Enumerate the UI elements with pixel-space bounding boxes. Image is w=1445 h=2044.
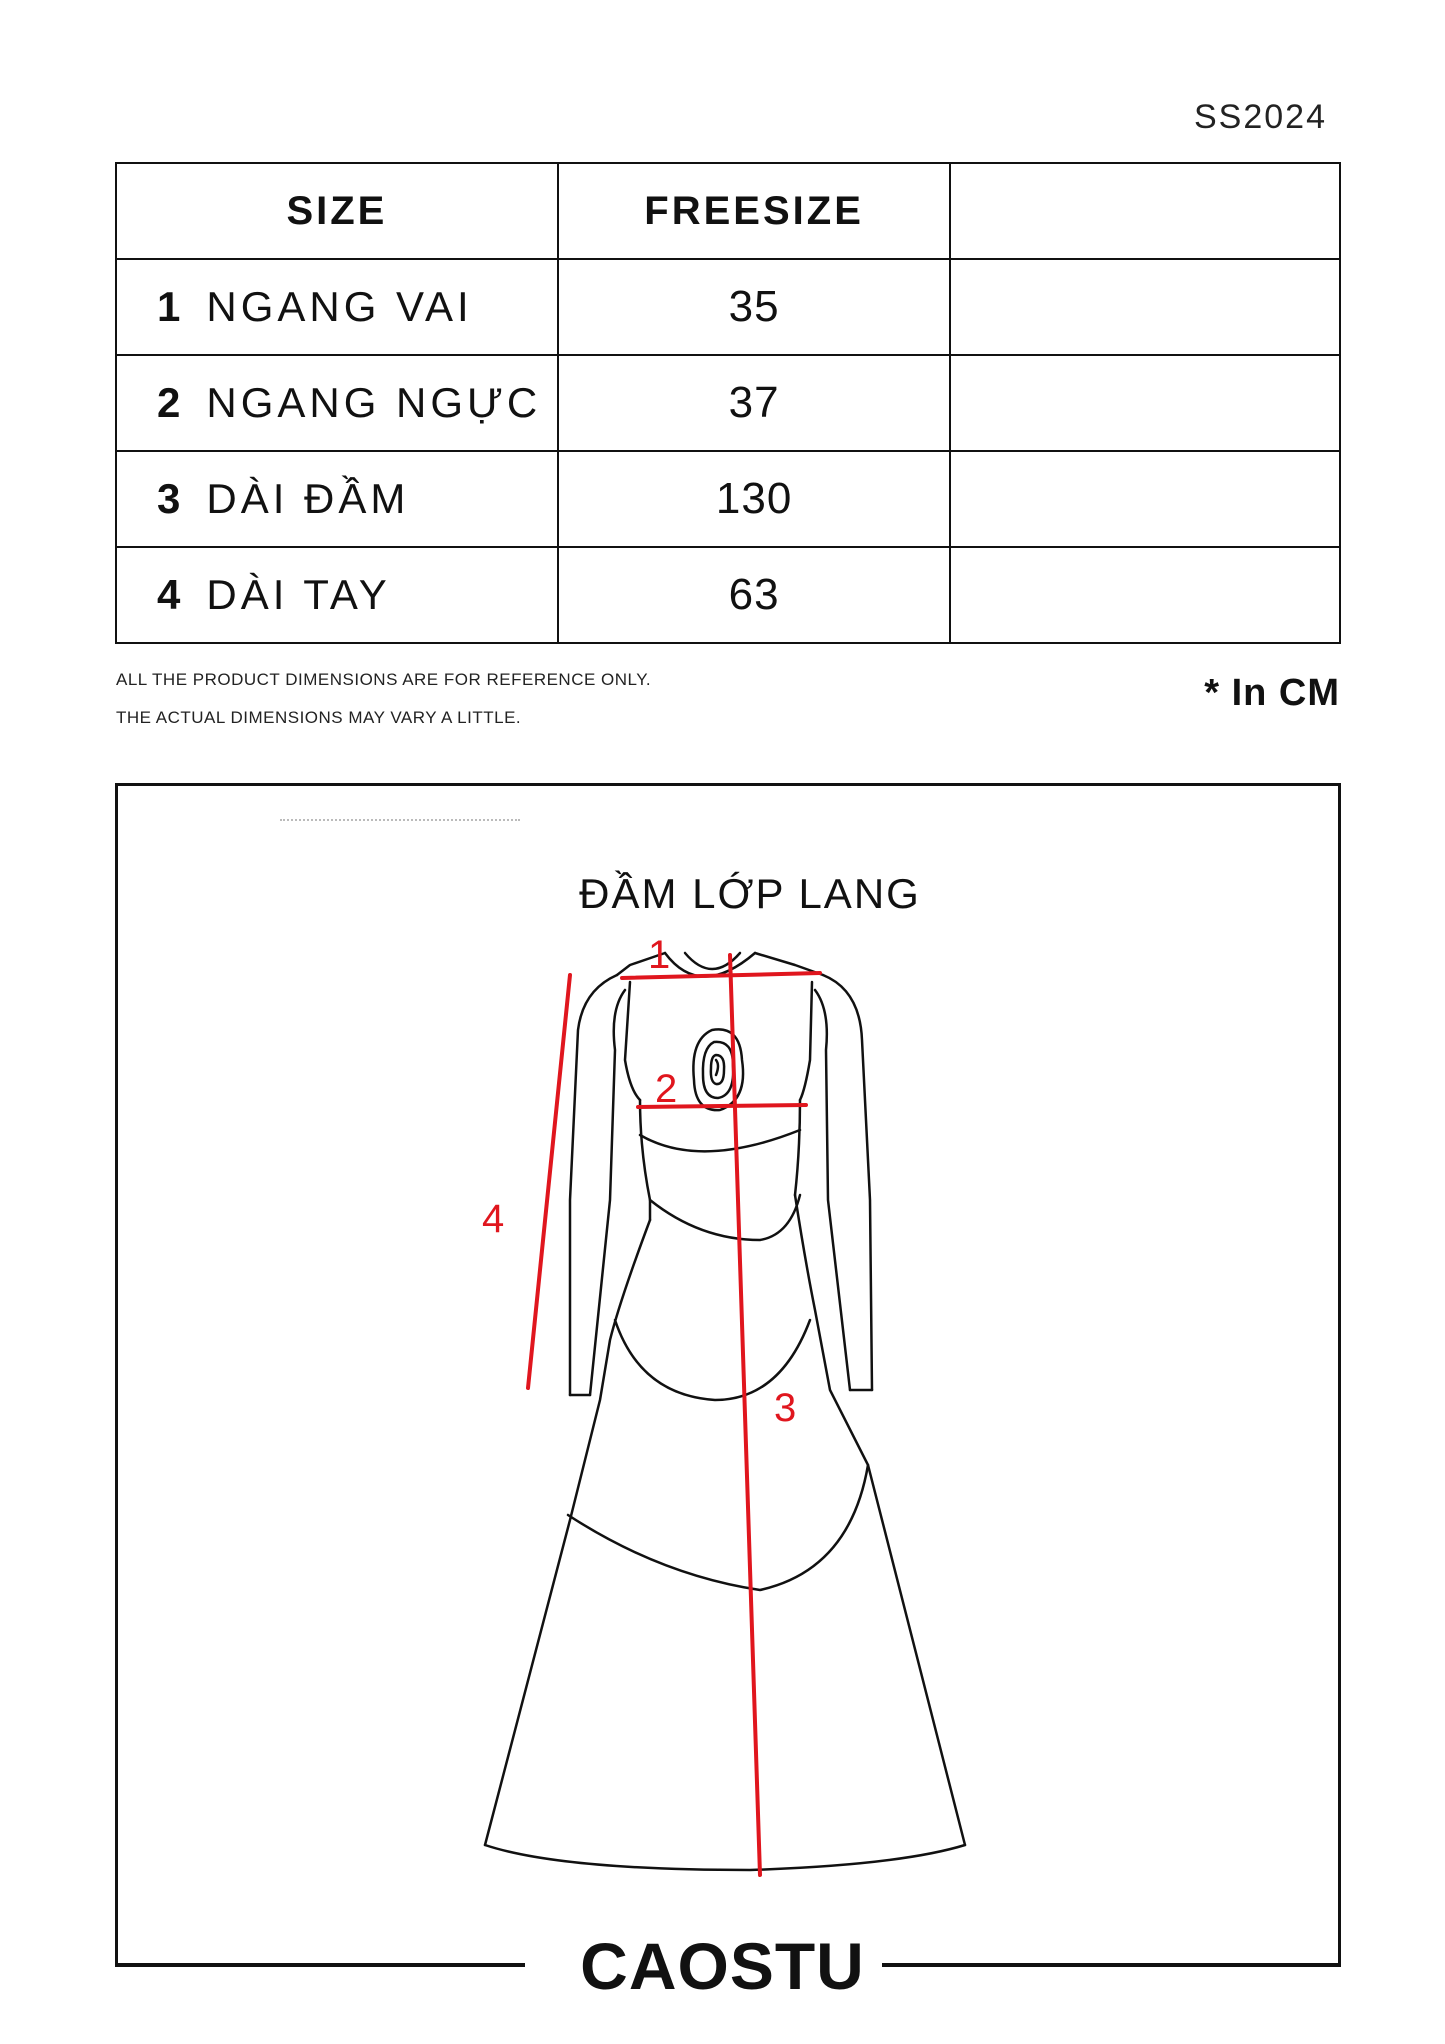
left-bodice-side xyxy=(640,1100,650,1220)
marker-1: 1 xyxy=(648,933,671,977)
row-label-text: DÀI ĐẦM xyxy=(206,475,410,522)
skirt-left-edge xyxy=(485,1220,650,1845)
brand-logo: CAOSTU xyxy=(580,1929,865,2003)
header-freesize: FREESIZE xyxy=(558,163,951,259)
right-sleeve-outer xyxy=(823,975,872,1390)
disclaimer-line-2: THE ACTUAL DIMENSIONS MAY VARY A LITTLE. xyxy=(116,708,522,727)
skirt-hem xyxy=(485,1845,965,1870)
left-armhole xyxy=(625,982,640,1100)
row-value: 130 xyxy=(558,451,951,547)
row-number: 2 xyxy=(157,379,185,426)
row-label-text: NGANG NGỰC xyxy=(206,379,542,426)
tier-seam-4 xyxy=(568,1465,868,1590)
row-label-text: DÀI TAY xyxy=(206,571,391,618)
right-bodice-side xyxy=(795,1100,800,1195)
unit-note: * In CM xyxy=(1204,672,1340,714)
row-label-text: NGANG VAI xyxy=(206,283,473,330)
marker-3: 3 xyxy=(774,1386,797,1430)
marker-2: 2 xyxy=(655,1067,678,1111)
row-value: 37 xyxy=(558,355,951,451)
measure-line-3 xyxy=(730,955,760,1875)
right-sleeve-inner xyxy=(815,990,850,1390)
row-number: 3 xyxy=(157,475,185,522)
neckline xyxy=(665,953,755,977)
right-armhole xyxy=(800,982,812,1100)
tier-seam-2 xyxy=(650,1195,800,1240)
measurement-labels xyxy=(482,933,796,1430)
disclaimer-line-1: ALL THE PRODUCT DIMENSIONS ARE FOR REFERENCE ONLY. xyxy=(116,670,652,689)
row-value: 35 xyxy=(558,259,951,355)
header-size: SIZE xyxy=(116,163,558,259)
skirt-right-edge xyxy=(795,1195,965,1845)
row-number: 4 xyxy=(157,571,185,618)
season-code: SS2024 xyxy=(1194,98,1327,136)
row-value: 63 xyxy=(558,547,951,643)
product-title: ĐẦM LỚP LANG xyxy=(579,870,921,917)
row-number: 1 xyxy=(157,283,185,330)
measure-line-4 xyxy=(528,975,570,1388)
rose-detail-core xyxy=(716,1060,718,1075)
marker-4: 4 xyxy=(482,1197,505,1241)
tier-seam-1 xyxy=(640,1130,800,1151)
